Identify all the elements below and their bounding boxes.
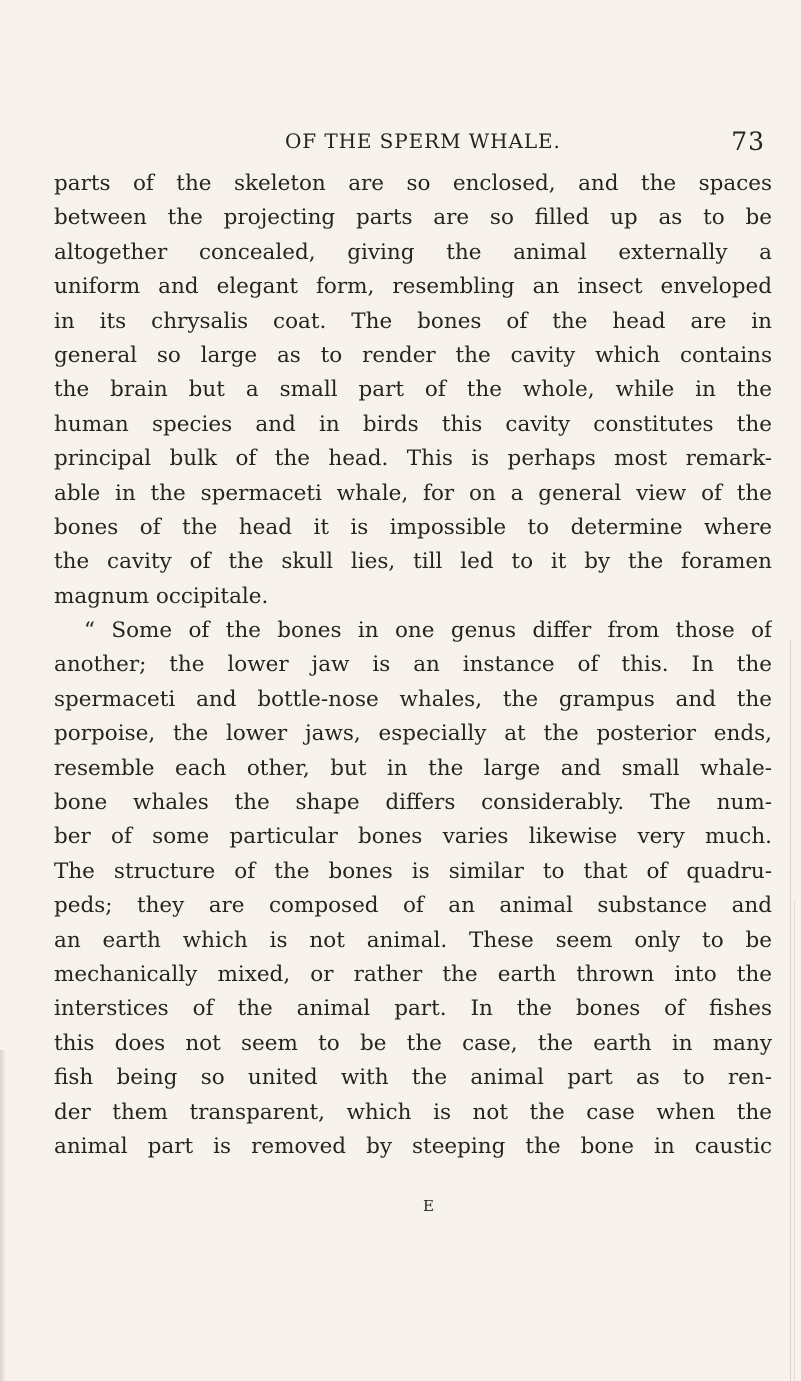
text-line: general so large as to render the cavity which contains — [54, 342, 772, 368]
text-line: between the projecting parts are so filled up as to be — [54, 205, 772, 231]
running-title: OF THE SPERM WHALE. — [285, 129, 561, 153]
text-line: principal bulk of the head. This is perhaps most remark- — [54, 446, 772, 472]
text-line: peds; they are composed of an animal substance and — [54, 893, 772, 919]
text-line: der them transparent, which is not the case when the — [54, 1099, 772, 1125]
text-line: spermaceti and bottle-nose whales, the grampus and the — [54, 686, 772, 712]
text-line: bones of the head it is impossible to determine where — [54, 514, 772, 540]
text-line: human species and in birds this cavity constitutes the — [54, 411, 772, 437]
body-text — [54, 167, 772, 1164]
text-line: mechanically mixed, or rather the earth thrown into the — [54, 961, 772, 987]
text-line: porpoise, the lower jaws, especially at the posterior ends, — [54, 721, 772, 747]
text-line: altogether concealed, giving the animal externally a — [54, 239, 772, 265]
text-line: parts of the skeleton are so enclosed, and the spaces — [54, 171, 772, 196]
text-line: bone whales the shape differs considerably. The num- — [54, 790, 772, 816]
text-line: ber of some particular bones varies likewise very much. — [54, 824, 772, 850]
text-line: fish being so united with the animal part as to ren- — [54, 1065, 772, 1091]
text-line: The structure of the bones is similar to that of quadru- — [54, 858, 772, 884]
signature-mark: E — [423, 1197, 435, 1215]
running-head — [285, 127, 765, 157]
page-number: 73 — [731, 127, 765, 156]
text-line: an earth which is not animal. These seem only to be — [54, 927, 772, 953]
page-edge-line — [794, 900, 795, 1381]
page-edge-line — [790, 640, 791, 1381]
text-line: resemble each other, but in the large and small whale- — [54, 755, 772, 781]
text-line: able in the spermaceti whale, for on a general view of the — [54, 480, 772, 506]
text-line: this does not seem to be the case, the earth in many — [54, 1030, 772, 1056]
text-line: magnum occipitale. — [54, 583, 269, 609]
text-line: in its chrysalis coat. The bones of the head are in — [54, 308, 772, 334]
text-line: animal part is removed by steeping the bone in caustic — [54, 1133, 772, 1159]
text-line: the brain but a small part of the whole, while in the — [54, 377, 772, 403]
text-line: interstices of the animal part. In the bones of fishes — [54, 996, 772, 1022]
page-edge-shadow — [0, 1050, 6, 1381]
text-line: the cavity of the skull lies, till led to it by the foramen — [54, 549, 772, 575]
text-line: another; the lower jaw is an instance of this. In the — [54, 652, 772, 678]
text-line: “ Some of the bones in one genus differ from those of — [84, 618, 772, 644]
text-line: uniform and elegant form, resembling an insect enveloped — [54, 274, 772, 300]
